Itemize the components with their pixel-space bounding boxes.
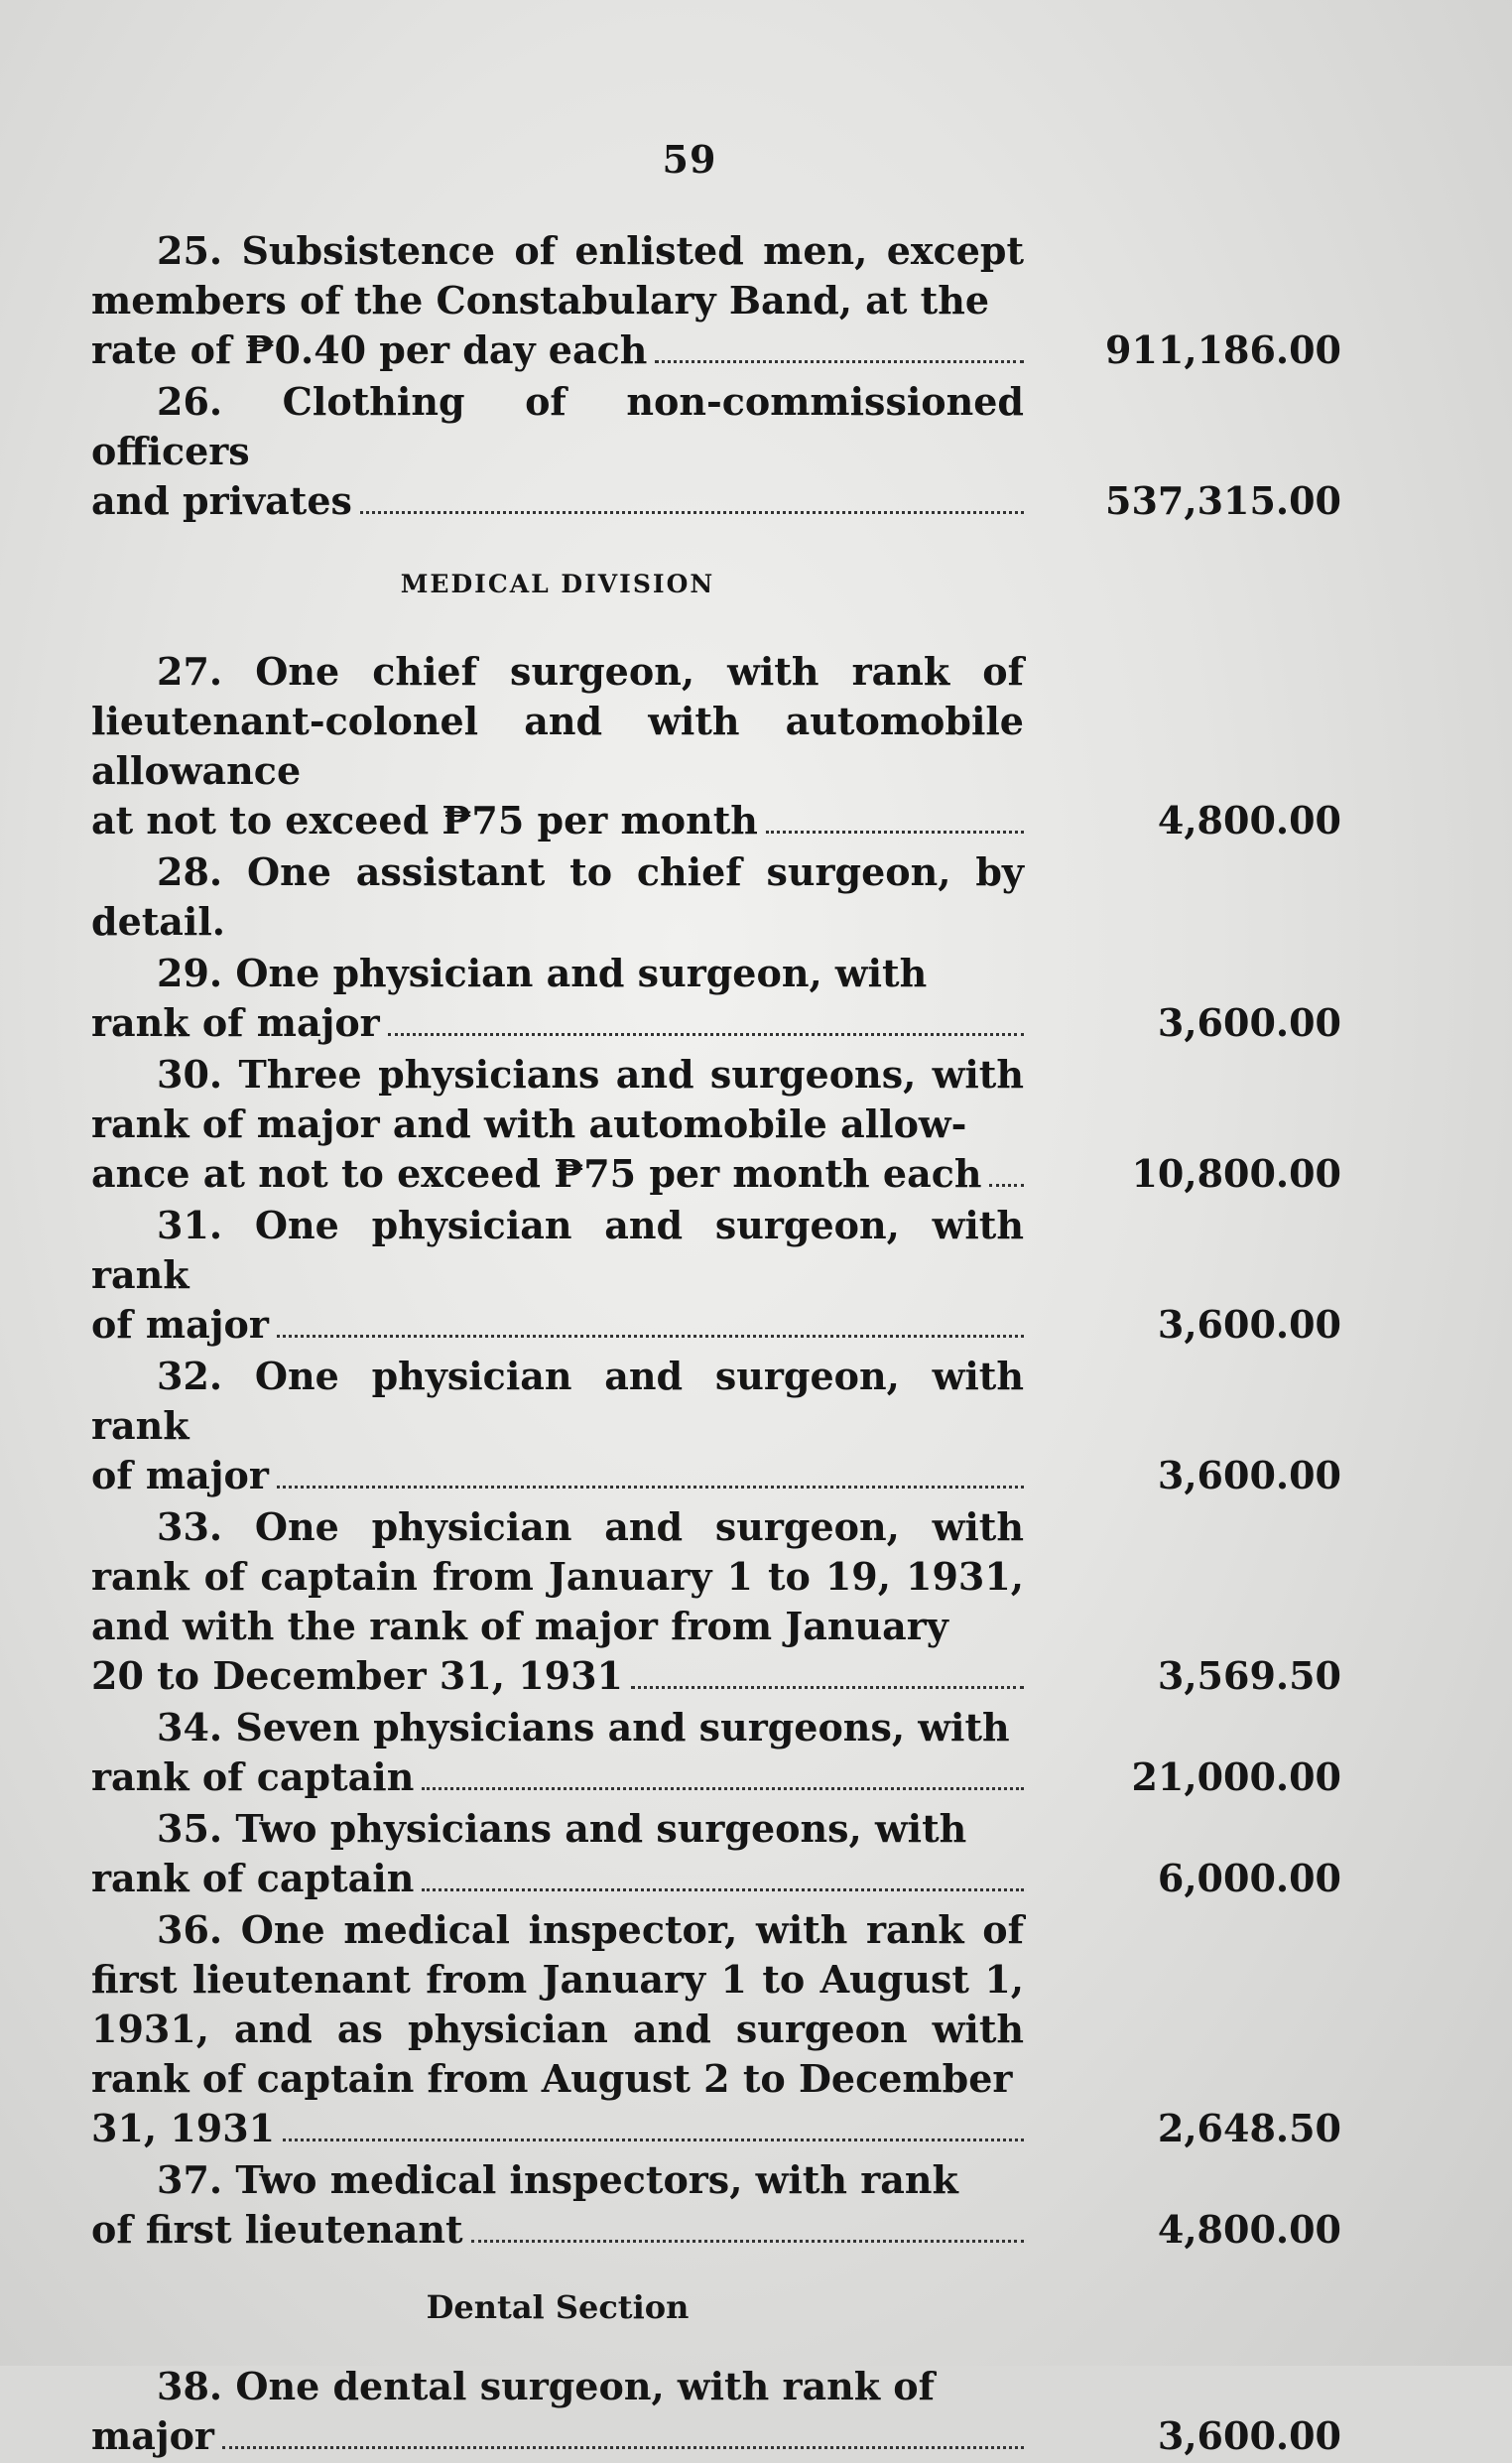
line-item-description: 34. Seven physicians and surgeons, with	[157, 1705, 1010, 1750]
line-item-description: 29. One physician and surgeon, with	[157, 951, 928, 995]
dot-leader	[422, 1787, 1024, 1790]
line-item	[91, 1201, 1341, 1350]
line-item-amount: 10,800.00	[1131, 1151, 1341, 1196]
line-item-last-text: at not to exceed ₱75 per month	[91, 798, 758, 843]
line-item-last-text: rank of captain	[91, 1856, 415, 1900]
line-item-amount: 3,600.00	[1157, 1302, 1341, 1347]
line-item-last-line	[91, 796, 1024, 845]
line-item-description: 35. Two physicians and surgeons, with	[157, 1806, 967, 1851]
line-item	[91, 1050, 1341, 1199]
entries-group-c	[91, 2362, 1341, 2461]
line-item-last-text: 20 to December 31, 1931	[91, 1653, 623, 1698]
line-item	[91, 847, 1341, 947]
line-item-amount: 3,600.00	[1157, 2413, 1341, 2458]
line-item	[91, 1502, 1341, 1701]
line-item-description: 26. Clothing of non-commissioned officers	[91, 379, 1024, 473]
line-item	[91, 1703, 1341, 1802]
dot-leader	[277, 1486, 1024, 1489]
line-item-last-text: of first lieutenant	[91, 2207, 463, 2252]
line-item-last-text: major	[91, 2413, 214, 2458]
line-item	[91, 1804, 1341, 1903]
line-item-last-text: rank of captain	[91, 1754, 415, 1799]
line-item-amount: 21,000.00	[1131, 1754, 1341, 1799]
dot-leader	[277, 1335, 1024, 1338]
line-item-last-line	[91, 2205, 1024, 2255]
page-number: 59	[662, 137, 717, 182]
line-item-last-line	[91, 998, 1024, 1048]
line-item-description: 28. One assistant to chief surgeon, by detail.	[91, 849, 1024, 944]
line-item-last-text: 31, 1931	[91, 2106, 276, 2150]
line-item-last-line	[91, 1149, 1024, 1199]
line-item-amount: 3,600.00	[1157, 1453, 1341, 1497]
line-item-last-text: of major	[91, 1453, 269, 1497]
line-item-amount: 3,600.00	[1157, 1000, 1341, 1045]
line-item-last-line	[91, 1451, 1024, 1500]
line-item-amount: 4,800.00	[1157, 798, 1341, 843]
line-item-last-text: rate of ₱0.40 per day each	[91, 327, 648, 372]
section-heading-dental: Dental Section	[426, 2288, 690, 2326]
line-item	[91, 2362, 1341, 2461]
line-item-description: 33. One physician and surgeon, with rank of captain from January 1 to 19, 1931, and with the rank of major from January	[91, 1504, 1024, 1648]
dot-leader	[989, 1184, 1024, 1187]
line-item	[91, 377, 1341, 526]
line-item-amount: 537,315.00	[1105, 478, 1341, 523]
section-heading-medical: MEDICAL DIVISION	[400, 570, 715, 598]
line-item-last-line	[91, 1651, 1024, 1701]
line-item-last-text: rank of major	[91, 1000, 380, 1045]
dot-leader	[655, 360, 1024, 363]
line-item	[91, 226, 1341, 375]
line-item-last-text: and privates	[91, 478, 352, 523]
dot-leader	[766, 831, 1024, 834]
line-item-last-line	[91, 1300, 1024, 1350]
line-item	[91, 1352, 1341, 1500]
line-item	[91, 2155, 1341, 2255]
line-item-amount: 911,186.00	[1105, 327, 1341, 372]
line-item	[91, 949, 1341, 1048]
line-item-last-text: ance at not to exceed ₱75 per month each	[91, 1151, 982, 1196]
line-item-amount: 4,800.00	[1157, 2207, 1341, 2252]
entries-group-b	[91, 647, 1341, 2255]
entries-group-a	[91, 226, 1341, 526]
dot-leader	[360, 511, 1024, 514]
line-item	[91, 647, 1341, 845]
line-item-last-line	[91, 2104, 1024, 2153]
appropriation-list	[91, 226, 1341, 2463]
line-item-description: 37. Two medical inspectors, with rank	[157, 2157, 958, 2202]
dot-leader	[388, 1033, 1024, 1036]
dot-leader	[631, 1686, 1024, 1689]
line-item-description: 38. One dental surgeon, with rank of	[157, 2364, 935, 2408]
line-item-last-line	[91, 325, 1024, 375]
line-item-amount: 6,000.00	[1157, 1856, 1341, 1900]
dot-leader	[222, 2446, 1024, 2449]
line-item-description: 27. One chief surgeon, with rank of lieutenant-colonel and with automobile allowance	[91, 649, 1024, 793]
dot-leader	[283, 2139, 1024, 2141]
line-item-amount: 2,648.50	[1157, 2106, 1341, 2150]
dot-leader	[471, 2240, 1024, 2243]
line-item-description: 25. Subsistence of enlisted men, except members of the Constabulary Band, at the	[91, 228, 1024, 323]
line-item-last-line	[91, 2411, 1024, 2461]
line-item-last-line	[91, 476, 1024, 526]
line-item-description: 36. One medical inspector, with rank of first lieutenant from January 1 to August 1, 1931, and as physician and surgeon with rank of captain from August 2 to December	[91, 1907, 1024, 2101]
line-item-description: 32. One physician and surgeon, with rank	[91, 1354, 1024, 1448]
line-item-last-line	[91, 1752, 1024, 1802]
line-item-last-line	[91, 1854, 1024, 1903]
line-item-description: 31. One physician and surgeon, with rank	[91, 1203, 1024, 1297]
line-item	[91, 1905, 1341, 2153]
line-item-last-text: of major	[91, 1302, 269, 1347]
line-item-description: 30. Three physicians and surgeons, with rank of major and with automobile allow-	[91, 1052, 1024, 1146]
line-item-amount: 3,569.50	[1157, 1653, 1341, 1698]
dot-leader	[422, 1888, 1024, 1891]
